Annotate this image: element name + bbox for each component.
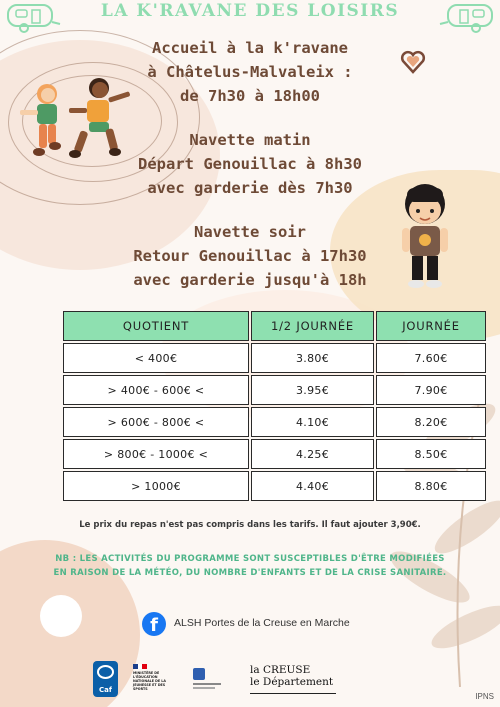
half-day-price-cell: 3.95€ <box>251 375 374 405</box>
evening-line: Navette soir <box>194 223 306 241</box>
half-day-price-cell: 4.10€ <box>251 407 374 437</box>
day-price-cell: 8.20€ <box>376 407 486 437</box>
facebook-icon[interactable]: f <box>142 612 166 636</box>
morning-shuttle-info <box>0 128 500 200</box>
nb-note-line: NB : LES ACTIVITÉS DU PROGRAMME SONT SUSCEPTIBLES D'ÊTRE MODIFIÉES <box>55 554 445 564</box>
evening-line: Retour Genouillac à 17h30 <box>133 247 367 265</box>
page-title: LA K'RAVANE DES LOISIRS <box>100 1 400 21</box>
creuse-logo-line: le Département <box>250 676 334 688</box>
day-price-cell: 7.60€ <box>376 343 486 373</box>
table-row <box>63 343 486 373</box>
half-day-price-cell: 4.25€ <box>251 439 374 469</box>
table-header-row <box>63 311 486 341</box>
partner-logo <box>193 668 223 690</box>
header-cell-quotient: QUOTIENT <box>63 311 249 341</box>
quotient-cell: > 800€ - 1000€ < <box>63 439 249 469</box>
welcome-line: à Châtelus-Malvaleix : <box>147 63 353 81</box>
half-day-price-cell: 3.80€ <box>251 343 374 373</box>
background-circle <box>40 595 82 637</box>
ministry-logo <box>133 664 175 696</box>
nb-note-line: EN RAISON DE LA MÉTÉO, DU NOMBRE D'ENFANTS ET DE LA CRISE SANITAIRE. <box>53 568 447 578</box>
ministry-logo-text: MINISTÈRE DE L'ÉDUCATION NATIONALE DE LA JEUNESSE ET DES SPORTS <box>133 671 166 691</box>
welcome-info <box>0 36 500 108</box>
morning-line: avec garderie dès 7h30 <box>147 179 353 197</box>
morning-line: Navette matin <box>189 131 311 149</box>
creuse-departement-logo <box>250 664 336 694</box>
welcome-line: de 7h30 à 18h00 <box>180 87 320 105</box>
table-row <box>63 375 486 405</box>
welcome-line: Accueil à la k'ravane <box>152 39 348 57</box>
facebook-page-link[interactable]: ALSH Portes de la Creuse en Marche <box>174 617 350 629</box>
evening-line: avec garderie jusqu'à 18h <box>133 271 367 289</box>
caf-logo-text: Caf <box>99 686 112 694</box>
meal-price-note: Le prix du repas n'est pas compris dans les tarifs. Il faut ajouter 3,90€. <box>79 520 421 530</box>
quotient-cell: > 1000€ <box>63 471 249 501</box>
table-row <box>63 439 486 469</box>
table-row <box>63 471 486 501</box>
nb-note <box>0 552 500 580</box>
day-price-cell: 8.50€ <box>376 439 486 469</box>
evening-shuttle-info <box>0 220 500 292</box>
morning-line: Départ Genouillac à 8h30 <box>138 155 362 173</box>
creuse-logo-line: la CREUSE <box>250 664 311 676</box>
header-cell-half-day: 1/2 JOURNÉE <box>251 311 374 341</box>
half-day-price-cell: 4.40€ <box>251 471 374 501</box>
quotient-cell: > 400€ - 600€ < <box>63 375 249 405</box>
caf-logo <box>93 661 118 697</box>
pricing-table <box>63 311 486 503</box>
quotient-cell: < 400€ <box>63 343 249 373</box>
table-row <box>63 407 486 437</box>
header-cell-day: JOURNÉE <box>376 311 486 341</box>
ipns-label: IPNS <box>475 692 494 701</box>
day-price-cell: 8.80€ <box>376 471 486 501</box>
quotient-cell: > 600€ - 800€ < <box>63 407 249 437</box>
day-price-cell: 7.90€ <box>376 375 486 405</box>
